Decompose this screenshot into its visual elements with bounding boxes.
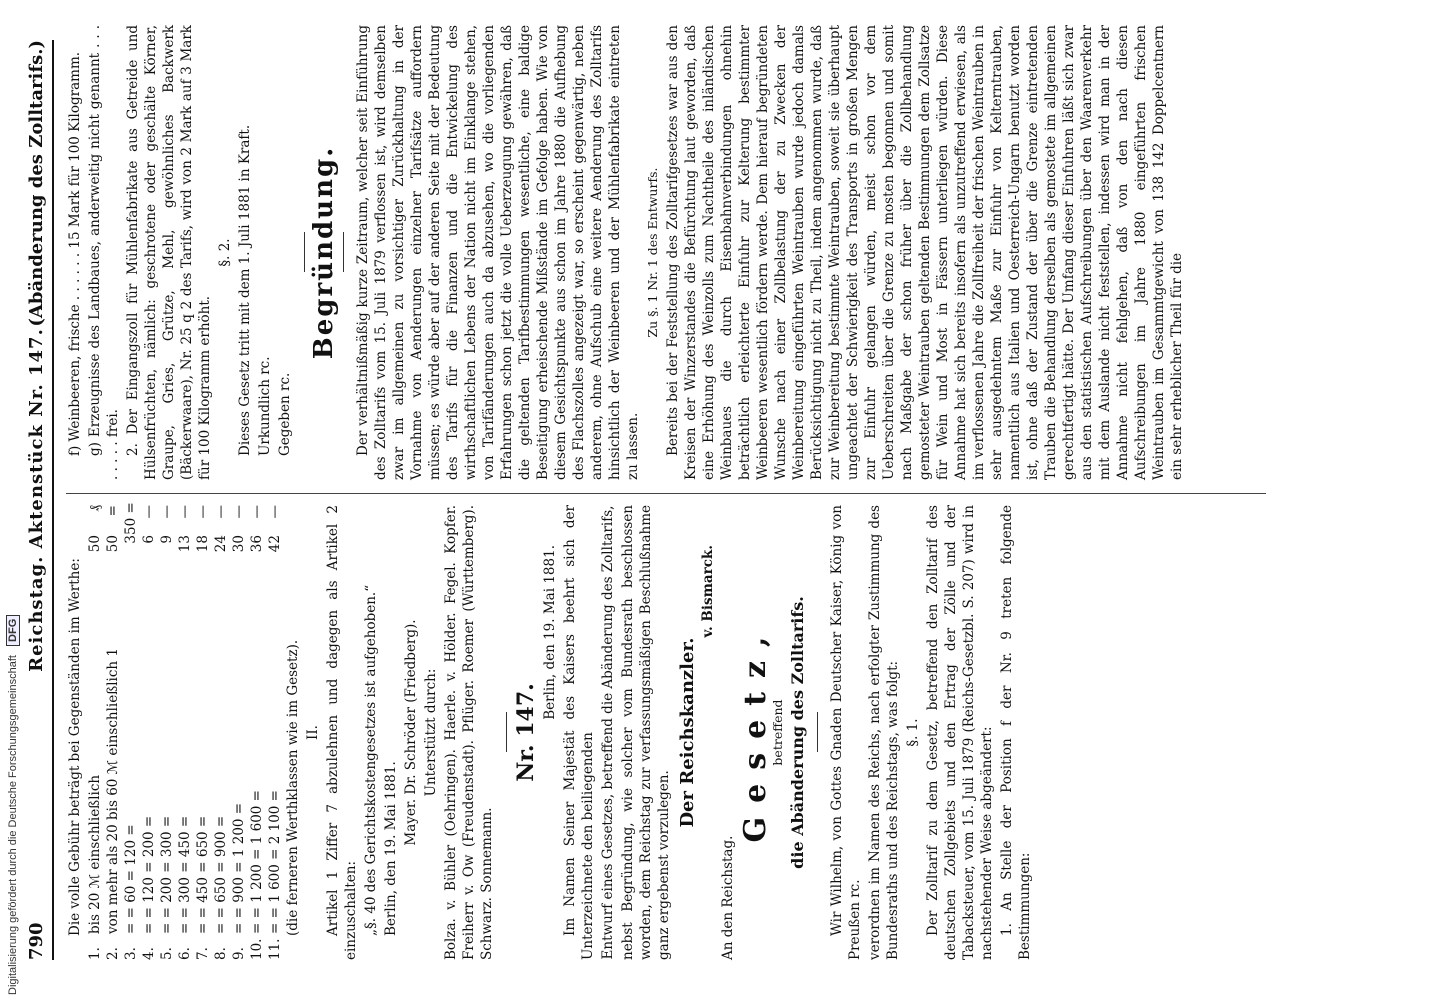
draft-rest: nebst Begründung, wie solcher vom Bundesrath beschlossen worden, dem Reichstag zur verfassungsmäßigen Beschlußnahme ganz ergebenst vorzulegen.	[620, 505, 672, 960]
dfg-logo: DFG	[6, 615, 20, 646]
item-f: f) Weinbeeren, frische . . . . . . 15 Mark für 100 Kilogramm.	[67, 51, 83, 456]
fee-row-range: = = 60 = 120 =	[123, 824, 139, 934]
fee-row-unit: 50 =	[123, 502, 139, 535]
fee-row-amount: 30	[231, 535, 247, 553]
fee-row-amount: 36	[249, 535, 265, 553]
wir-clause: Wir Wilhelm, von Gottes Gnaden Deutscher Kaiser, König von Preußen rc.	[829, 505, 863, 960]
fee-table-row	[194, 505, 212, 960]
right-column	[66, 25, 1188, 480]
fee-row-amount: 9	[159, 535, 175, 544]
addressee: An den Reichstag.	[720, 835, 736, 960]
fee-row-range: von mehr als 20 bis 60 ℳ einschließlich 1	[105, 648, 121, 934]
fee-row-range: = = 900 = 1 200 =	[231, 802, 247, 934]
left-column	[66, 502, 1036, 960]
fee-row-amount: 13	[177, 535, 193, 553]
fee-row-unit: —	[159, 505, 175, 519]
begruendung-paragraph-2: Bereits bei der Feststellung des Zolltarifgesetzes war aus den Kreisen der Winzerstandes die Befürchtung laut geworden, daß eine Erhöhung des Weinzolls zum Nachtheile des inländischen Weinbaues die durch Eisenbahnverbindungen ohnehin beträchtlich erleichterte Einfuhr zur Kelterung bestimmter Weinbeeren wesentlich fördern werde. Dem hierauf begründeten Wunsche nach einer Zollbelastung der zu Zwecken der Weinbereitung eingeführten Weintrauben wurde jedoch damals Berücksichtigung nicht zu Theil, indem angenommen wurde, daß zur Weinbereitung bestimmte Weintrauben, soweit sie überhaupt ungeachtet der Schwierigkeit des Transports in großen Mengen zur Einfuhr gelangen würden, meist schon vor dem Ueberschreiten über die Grenze zu mosten begonnen und somit nach Maßgabe der schon früher über die Zollbehandlung gemosteter Weintrauben geltenden Bestimmungen dem Zollsatze für Wein und Most in Fässern unterliegen würden. Diese Annahme hat sich bereits insofern als unzutreffend erwiesen, als im verflossenen Jahre die Zollfreiheit der frischen Weintrauben in sehr ausgedehntem Maße zur Einfuhr von Kelterntrauben, namentlich aus Italien und Oesterreich-Ungarn benutzt worden ist, ohne daß der Zustand der über die Grenze eintretenden Trauben die Behandlung derselben als gemostete im allgemeinen gerechtfertigt hätte. Der Umfang dieser Einfuhren läßt sich zwar aus den statistischen Aufschreibungen über den Waarenverkehr mit dem Auslande nicht feststellen, indessen wird man in der Annahme nicht fehlgehen, daß von den nach diesen Aufschreibungen im Jahre 1880 eingeführten frischen Weintrauben im Gesammtgewicht von 138 142 Doppelcentnern ein sehr erheblicher Theil für die	[665, 25, 1185, 480]
fee-row-range: = = 200 = 300 =	[159, 815, 175, 934]
fee-table-row	[230, 505, 248, 960]
fee-row-range: bis 20 ℳ einschließlich	[87, 774, 103, 934]
page-number: 790	[26, 922, 47, 960]
supporters: Bolza. v. Bühler (Oehringen). Haerle. v. Hölder. Fegel. Kopfer. Freiherr v. Ow (Freudenstadt). Pflüger. Roemer (Württemberg). Schwarz. Sonnemann.	[443, 505, 495, 960]
fee-row-range: = = 1 200 = 1 600 =	[249, 790, 265, 934]
paragraph-2-text: Dieses Gesetz tritt mit dem 1. Juli 1881 in Kraft.	[237, 124, 253, 456]
fee-row-unit: —	[141, 505, 157, 519]
fee-row-number: 10.	[249, 938, 265, 960]
preamble: Im Namen Seiner Majestät des Kaisers beehrt sich der Unterzeichnete den beiliegenden	[562, 505, 596, 960]
item-g: g) Erzeugnisse des Landbaues, anderweitig nicht genannt . . . . . . . . frei.	[87, 25, 121, 480]
fee-table	[86, 502, 284, 960]
paragraph-1-item: 1. An Stelle der Position f der Nr. 9 treten folgende Bestimmungen:	[999, 505, 1033, 960]
fee-table-row	[86, 505, 104, 960]
signer-1: Mayer. Dr. Schröder (Friedberg).	[403, 619, 419, 846]
header-subject: (Abänderung des Zolltarifs.)	[26, 40, 47, 327]
fee-row-number: 11.	[267, 938, 283, 960]
begruendung-subheading: Zu §. 1 Nr. 1 des Entwurfs.	[645, 167, 660, 338]
law-heading: Gesetz,	[738, 622, 773, 843]
chancellor-title: Der Reichskanzler.	[677, 637, 698, 828]
fee-row-number: 2.	[105, 947, 121, 960]
fee-row-unit: —	[213, 505, 229, 519]
fee-row-unit: —	[177, 505, 193, 519]
fee-table-row	[212, 505, 230, 960]
fee-row-amount: 50	[87, 535, 103, 553]
fee-row-number: 7.	[195, 947, 211, 960]
fee-row-range: = = 120 = 200 =	[141, 815, 157, 934]
fee-row-amount: 3	[123, 535, 139, 544]
article-text: Artikel 1 Ziffer 7 abzulehnen und dagegen als Artikel 2 einzuschalten:	[325, 505, 359, 960]
separator	[343, 233, 344, 273]
fee-row-unit: —	[267, 505, 283, 519]
chancellor-name: v. Bismarck.	[700, 545, 716, 638]
fee-row-number: 5.	[159, 947, 175, 960]
fee-table-row	[104, 505, 122, 960]
column-divider	[66, 493, 1266, 494]
begruendung-paragraph-1: Der verhältnißmäßig kurze Zeitraum, welcher seit Einführung des Zolltarifs vom 15. Juli 1879 verflossen ist, wird demselben zwar im allgemeinen zu vorsichtiger Zurückhaltung in der Vornahme von Aenderungen einzelner Tarifsätze auffordern müssen; es würde aber auf der anderen Seite mit der Bedeutung des Tarifs für die Finanzen und die Entwickelung des wirthschaftlichen Lebens der Nation nicht im Einklange stehen, von Tarifänderungen auch da abzusehen, wo die vorliegenden Erfahrungen schon jetzt die volle Ueberzeugung gewähren, daß die geltenden Tarifbestimmungen wesentliche, eine baldige Beseitigung erheischende Mißstände im Gefolge haben. Wie von diesem Gesichtspunkte aus schon im Jahre 1880 die Aufhebung des Flachszolles angezeigt war, so erscheint gegenwärtig, neben anderem, ohne Aufschub eine weitere Aenderung des Zolltarifs hinsichtlich der Weinbeeren und der Mühlenfabrikate eintreten zu lassen.	[355, 25, 641, 480]
fee-row-number: 9.	[231, 947, 247, 960]
fee-row-unit: —	[231, 505, 247, 519]
fee-row-unit: —	[249, 505, 265, 519]
section-ii: II.	[305, 725, 321, 740]
fee-row-amount: 42	[267, 535, 283, 553]
fee-row-range: = = 300 = 450 =	[177, 815, 193, 934]
fee-row-range: = = 450 = 650 =	[195, 815, 211, 934]
digitization-footer	[6, 520, 26, 995]
fee-row-number: 6.	[177, 947, 193, 960]
draft-title: Entwurf eines Gesetzes, betreffend die Abänderung des Zolltarifs,	[600, 505, 616, 960]
urkundlich: Urkundlich rc.	[257, 356, 273, 456]
fee-table-row	[122, 502, 140, 960]
verordnen-clause: verordnen im Namen des Reichs, nach erfolgter Zustimmung des Bundesraths und des Reichstags, was folgt:	[867, 505, 901, 960]
footer-text: Digitalisierung gefördert durch die Deutsche Forschungsgemeinschaft	[7, 655, 19, 995]
support-label: Unterstützt durch:	[423, 668, 439, 797]
separator	[304, 233, 305, 273]
page-header	[20, 40, 60, 960]
article-quote: „§. 40 des Gerichtskostengesetzes ist aufgehoben.“	[363, 584, 379, 936]
fee-row-number: 8.	[213, 947, 229, 960]
fee-row-amount: 50	[105, 535, 121, 553]
fee-row-number: 1.	[87, 947, 103, 960]
date-2: Berlin, den 19. Mai 1881.	[542, 545, 558, 720]
separator	[817, 713, 818, 753]
fee-table-row	[176, 505, 194, 960]
fee-row-range: = = 1 600 = 2 100 =	[267, 790, 283, 934]
fee-row-unit: ₰	[87, 505, 103, 512]
fee-row-number: 4.	[141, 947, 157, 960]
paragraph-1-text: Der Zolltarif zu dem Gesetz, betreffend den Zolltarif des deutschen Zollgebiets und den Ertrag der Zölle und der Tabacksteuer, vom 15. Juli 1879 (Reichs-Gesetzbl. S. 207) wird in nachstehender Weise abgeändert:	[925, 505, 995, 960]
paragraph-1: §. 1.	[905, 718, 921, 747]
paragraph-2: §. 2.	[217, 238, 233, 267]
fee-table-note: (die ferneren Werthklassen wie im Gesetz).	[285, 639, 301, 936]
fee-row-amount: 24	[213, 535, 229, 553]
separator	[506, 713, 507, 753]
fee-row-unit: —	[195, 505, 211, 519]
date-1: Berlin, den 19. Mai 1881.	[383, 761, 399, 936]
page-title: Reichstag. Aktenstück Nr. 147.	[26, 328, 47, 672]
fee-row-number: 3.	[123, 947, 139, 960]
fee-row-amount: 18	[195, 535, 211, 553]
fee-row-amount: 6	[141, 535, 157, 544]
fee-intro: Die volle Gebühr beträgt bei Gegenständen im Werthe:	[67, 558, 83, 936]
item-2: 2. Der Eingangszoll für Mühlenfabrikate aus Getreide und Hülsenfrüchten, nämlich: geschrotene oder geschälte Körner, Graupe, Gries, Grütze, Mehl, gewöhnliches Backwerk (Bäckerwaare), Nr. 25 q 2 des Tarifs, wird von 2 Mark auf 3 Mark für 100 Kilogramm erhöht.	[125, 25, 213, 480]
fee-row-range: = = 650 = 900 =	[213, 815, 229, 934]
fee-table-row	[248, 505, 266, 960]
begruendung-heading: Begründung.	[309, 145, 339, 360]
law-betreffend: betreffend	[770, 699, 785, 766]
fee-table-row	[266, 505, 284, 960]
fee-table-row	[140, 505, 158, 960]
fee-row-unit: =	[105, 505, 121, 517]
header-rule	[52, 40, 54, 960]
fee-table-row	[158, 505, 176, 960]
gegeben: Gegeben rc.	[277, 372, 293, 456]
law-title: die Abänderung des Zolltarifs.	[788, 596, 807, 869]
document-number: Nr. 147.	[513, 683, 539, 782]
